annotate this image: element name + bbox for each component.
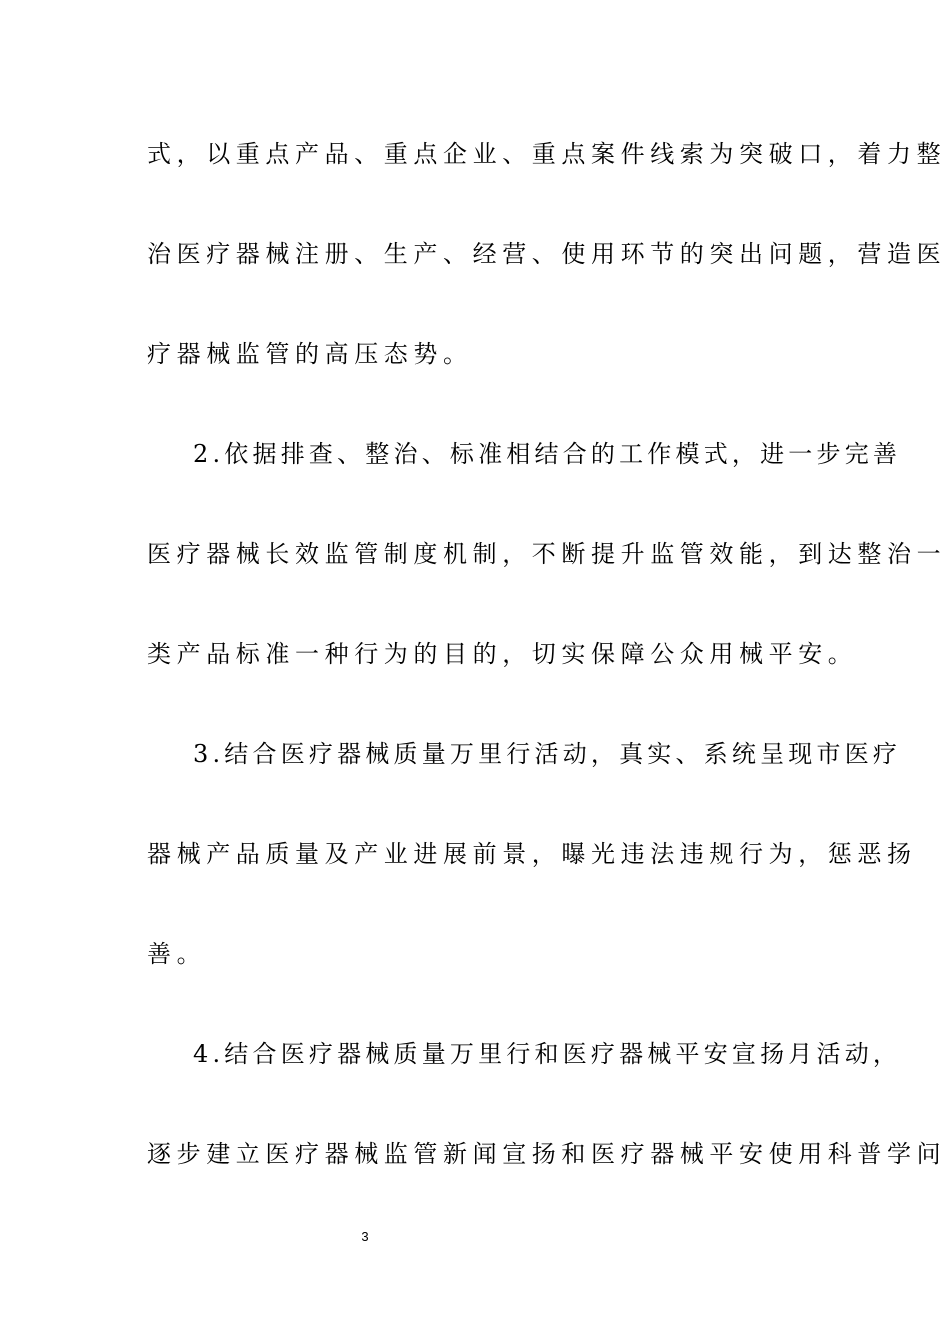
paragraph-line: 医疗器械长效监管制度机制，不断提升监管效能，到达整治一 — [147, 540, 947, 568]
paragraph-line: 治医疗器械注册、生产、经营、使用环节的突出问题，营造医 — [147, 240, 947, 268]
paragraph-line: 善。 — [147, 940, 207, 968]
paragraph-line: 4.结合医疗器械质量万里行和医疗器械平安宣扬月活动， — [193, 1040, 902, 1068]
paragraph-line: 式，以重点产品、重点企业、重点案件线索为突破口，着力整 — [147, 140, 947, 168]
paragraph-line: 2.依据排查、整治、标准相结合的工作模式，进一步完善 — [193, 440, 902, 468]
paragraph-line: 疗器械监管的高压态势。 — [147, 340, 473, 368]
page-number: 3 — [361, 1229, 369, 1244]
paragraph-line: 3.结合医疗器械质量万里行活动，真实、系统呈现市医疗 — [193, 740, 902, 768]
paragraph-line: 器械产品质量及产业进展前景，曝光违法违规行为，惩恶扬 — [147, 840, 917, 868]
paragraph-line: 类产品标准一种行为的目的，切实保障公众用械平安。 — [147, 640, 858, 668]
paragraph-line: 逐步建立医疗器械监管新闻宣扬和医疗器械平安使用科普学问 — [147, 1140, 947, 1168]
